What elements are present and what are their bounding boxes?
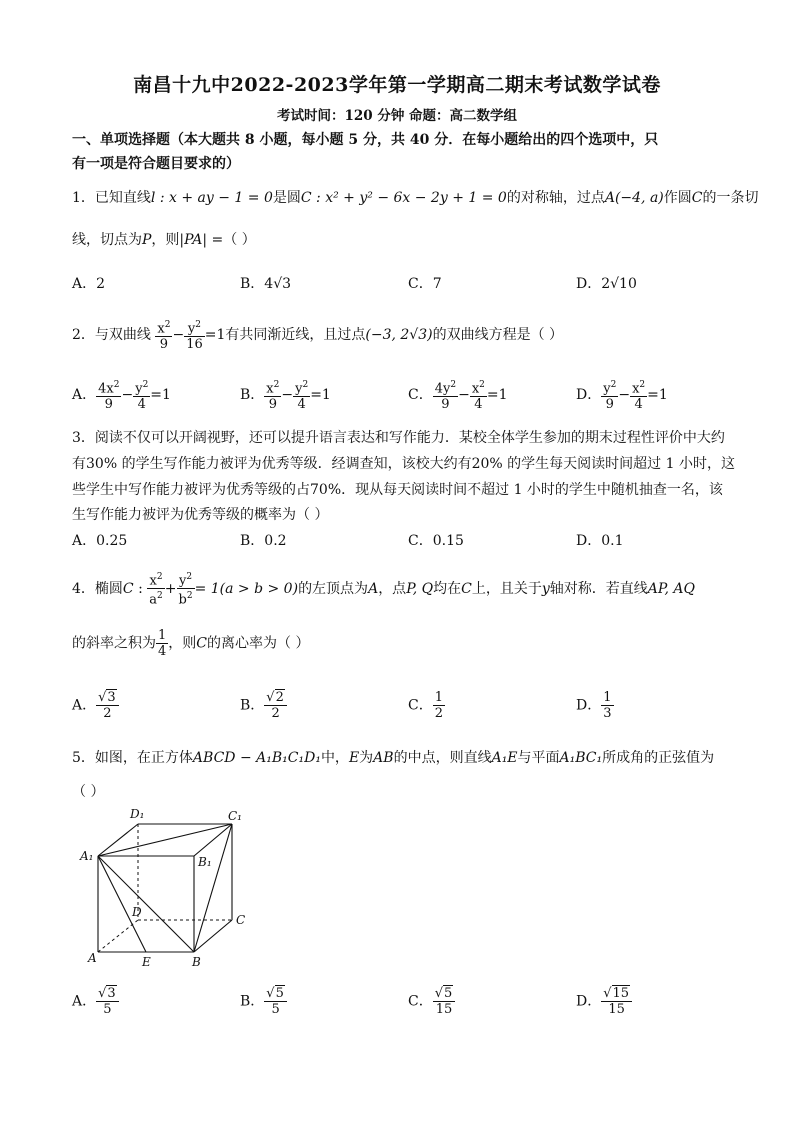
q1-option-c[interactable]: C．7 — [408, 276, 442, 292]
label-b1: B₁ — [198, 855, 212, 869]
q2-option-c[interactable]: C． $\frac{4y^2}{9}$ − $\frac{x^2}{4}$ =1 — [408, 380, 508, 413]
q3-option-c[interactable]: C．0.15 — [408, 533, 464, 549]
label-c: C — [236, 913, 246, 927]
q5-option-b[interactable]: B． $\frac{√5}{5}$ — [240, 986, 287, 1017]
page-title: 南昌十九中2022-2023学年第一学期高二期末考试数学试卷 — [133, 74, 661, 96]
cube-figure — [72, 804, 262, 974]
question-1-line2: 线，切点为P，则|PA| =（ ） — [72, 232, 256, 248]
label-d1: D₁ — [130, 807, 145, 821]
question-3-line3: 些学生中写作能力被评为优秀等级的占70%．现从每天阅读时间不超过 1 小时的学生中随机抽查一名，该 — [72, 482, 723, 498]
q2-option-a[interactable]: A． $\frac{4x^2}{9}$ − $\frac{y^2}{4}$ =1 — [72, 380, 171, 413]
line-a1e — [98, 856, 146, 952]
question-5-line2: （ ） — [72, 784, 105, 800]
q4-option-c[interactable]: C． $\frac{1}{2}$ — [408, 690, 443, 721]
question-3-line1: 3．阅读不仅可以开阔视野，还可以提升语言表达和写作能力．某校全体学生参加的期末过程性评价中大约 — [72, 430, 725, 446]
q1-option-a[interactable]: A．2 — [72, 276, 106, 292]
label-b: B — [192, 955, 201, 969]
label-a1: A₁ — [80, 849, 94, 863]
q3-option-b[interactable]: B．0.2 — [240, 533, 287, 549]
q1-option-d[interactable]: D．2√10 — [576, 276, 637, 292]
label-c1: C₁ — [228, 809, 242, 823]
question-5-line1: 5．如图，在正方体ABCD − A₁B₁C₁D₁中，E为AB的中点，则直线A₁E与平面A₁BC₁所成角的正弦值为 — [72, 750, 715, 766]
q4-option-d[interactable]: D． $\frac{1}{3}$ — [576, 690, 612, 721]
section-heading-line2: 有一项是符合题目要求的） — [72, 156, 240, 172]
line-bc1 — [194, 824, 232, 952]
question-4-line2: 的斜率之积为 $\frac{1}{4}$ ，则C的离心率为（ ） — [72, 628, 310, 659]
question-4-line1: 4．椭圆C : $\frac{x^2}{a^2}$ + $\frac{y^2}{b^2}$ = 1(a > b > 0)的左顶点为A，点P, Q均在C上，且关于y轴对称．若直线AP, AQ — [72, 572, 695, 608]
label-d: D — [132, 905, 142, 919]
q3-option-d[interactable]: D．0.1 — [576, 533, 624, 549]
q2-option-b[interactable]: B． $\frac{x^2}{9}$ − $\frac{y^2}{4}$ =1 — [240, 380, 331, 413]
label-e: E — [142, 955, 151, 969]
question-3-line2: 有30% 的学生写作能力被评为优秀等级．经调查知，该校大约有20% 的学生每天阅读时间超过 1 小时，这 — [72, 456, 735, 472]
q2-option-d[interactable]: D． $\frac{y^2}{9}$ − $\frac{x^2}{4}$ =1 — [576, 380, 668, 413]
edge-bc — [194, 920, 232, 952]
question-3-line4: 生写作能力被评为优秀等级的概率为（ ） — [72, 507, 329, 523]
section-heading-line1: 一、单项选择题（本大题共 8 小题，每小题 5 分，共 40 分．在每小题给出的四个选项中，只 — [72, 132, 659, 148]
q4-option-a[interactable]: A． $\frac{√3}{2}$ — [72, 690, 119, 721]
hidden-edge-ad — [98, 920, 138, 952]
q5-option-a[interactable]: A． $\frac{√3}{5}$ — [72, 986, 119, 1017]
question-1-line1: 1．已知直线l : x + ay − 1 = 0是圆C : x² + y² − 6x − 2y + 1 = 0的对称轴，过点A(−4, a)作圆C的一条切 — [72, 190, 759, 206]
q4-option-b[interactable]: B． $\frac{√2}{2}$ — [240, 690, 287, 721]
exam-info: 考试时间：120 分钟 命题：高二数学组 — [276, 108, 518, 124]
q1-option-b[interactable]: B．4√3 — [240, 276, 292, 292]
q3-option-a[interactable]: A．0.25 — [72, 533, 128, 549]
q5-option-d[interactable]: D． $\frac{√15}{15}$ — [576, 986, 632, 1017]
question-2: 2．与双曲线 $\frac{x^2}{9}$ − $\frac{y^2}{16}$ =1有共同渐近线，且过点(−3, 2√3)的双曲线方程是（ ） — [72, 320, 564, 353]
label-a: A — [88, 951, 97, 965]
q5-option-c[interactable]: C． $\frac{√5}{15}$ — [408, 986, 455, 1017]
line-a1b — [98, 856, 194, 952]
